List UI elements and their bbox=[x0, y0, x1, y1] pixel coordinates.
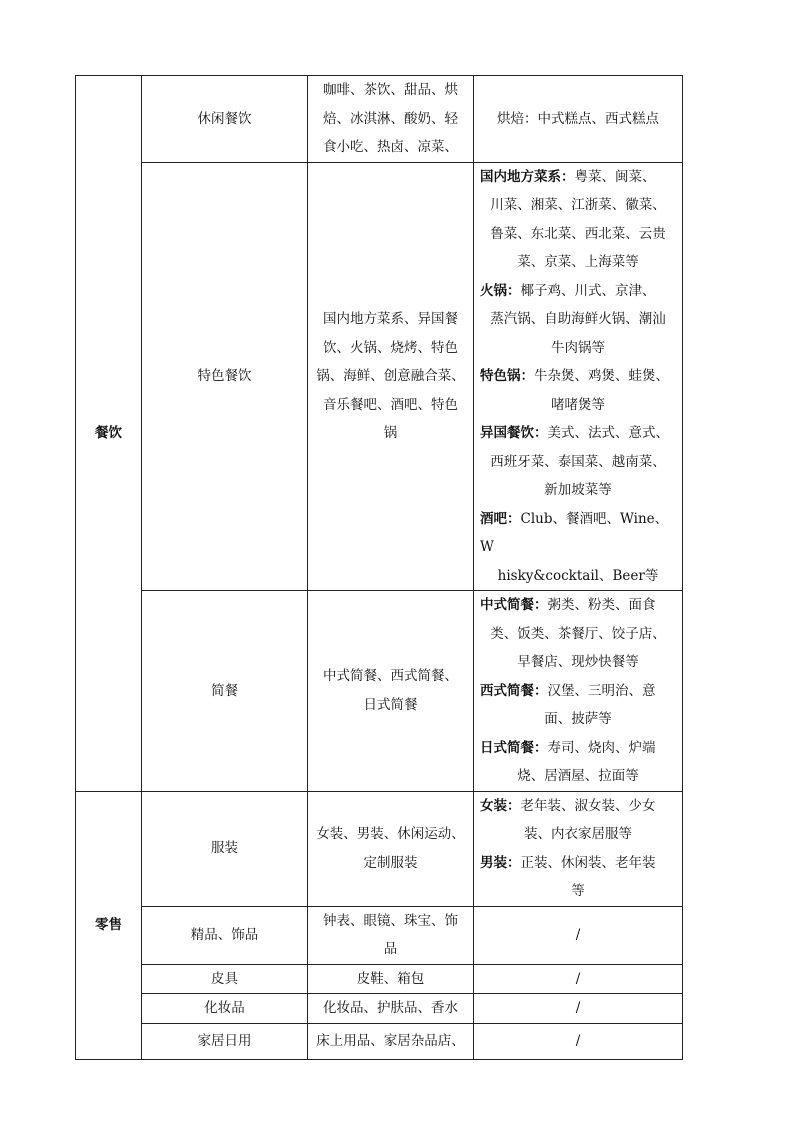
detail-line bbox=[480, 591, 676, 620]
detail-text: 汉堡、三明治、意 bbox=[547, 682, 656, 699]
detail-line bbox=[480, 677, 676, 706]
detail-text: Club、餐酒吧、Wine、W bbox=[480, 510, 669, 555]
description-cell bbox=[308, 964, 474, 994]
detail-line bbox=[480, 419, 676, 448]
detail-line bbox=[480, 362, 676, 391]
description-cell bbox=[308, 162, 474, 591]
detail-line: 早餐店、现炒快餐等 bbox=[517, 654, 639, 670]
description-line: 饮、火锅、烧烤、特色 bbox=[323, 339, 458, 356]
subcategory-cell: 休闲餐饮 bbox=[142, 76, 308, 163]
detail-line: hisky&cocktail、Beer等 bbox=[497, 567, 659, 584]
category-table bbox=[75, 75, 683, 1060]
description-line: 钟表、眼镜、珠宝、饰 bbox=[323, 912, 458, 929]
description-cell bbox=[308, 1024, 474, 1060]
detail-label: 国内地方菜系： bbox=[480, 168, 575, 185]
detail-line: 西班牙菜、泰国菜、越南菜、 bbox=[490, 453, 666, 470]
detail-cell bbox=[474, 994, 683, 1024]
detail-line bbox=[480, 163, 676, 192]
detail-text: 粤菜、闽菜、 bbox=[574, 168, 656, 185]
detail-line bbox=[480, 734, 676, 763]
table-row bbox=[76, 791, 683, 906]
detail-label: 中式简餐： bbox=[480, 597, 548, 613]
detail-line: 菜、京菜、上海菜等 bbox=[517, 254, 639, 270]
detail-label: 男装： bbox=[480, 854, 521, 871]
table-row bbox=[76, 1024, 683, 1060]
description-cell bbox=[308, 994, 474, 1024]
detail-text: 粥类、粉类、面食 bbox=[547, 597, 656, 613]
detail-label: 日式简餐： bbox=[480, 739, 548, 756]
detail-line bbox=[480, 792, 676, 821]
description-line: 女装、男装、休闲运动、 bbox=[316, 826, 465, 842]
detail-line: / bbox=[575, 926, 581, 943]
description-line: 食小吃、热卤、凉菜、 bbox=[323, 139, 458, 155]
description-cell bbox=[308, 791, 474, 906]
detail-line: 类、饭类、茶餐厅、饺子店、 bbox=[490, 625, 666, 642]
detail-cell bbox=[474, 906, 683, 964]
detail-line: 牛肉锅等 bbox=[551, 339, 605, 356]
description-cell bbox=[308, 906, 474, 964]
description-cell bbox=[308, 76, 474, 163]
subcategory-cell: 服装 bbox=[142, 791, 308, 906]
detail-line: / bbox=[575, 1000, 581, 1017]
detail-text: 正装、休闲装、老年装 bbox=[520, 854, 656, 871]
detail-line: 啫啫煲等 bbox=[551, 396, 605, 413]
detail-line bbox=[480, 505, 676, 562]
description-line: 定制服装 bbox=[363, 854, 418, 871]
description-line: 床上用品、家居杂品店、 bbox=[316, 1033, 465, 1050]
description-line: 咖啡、茶饮、甜品、烘 bbox=[323, 82, 458, 98]
detail-cell bbox=[474, 76, 683, 163]
detail-cell bbox=[474, 162, 683, 591]
subcategory-cell: 精品、饰品 bbox=[142, 906, 308, 964]
detail-line: / bbox=[575, 970, 581, 987]
table-row bbox=[76, 76, 683, 163]
detail-line: 蒸汽锅、自助海鲜火锅、潮汕 bbox=[490, 311, 666, 327]
detail-line: 烧、居酒屋、拉面等 bbox=[517, 768, 639, 784]
subcategory-cell: 简餐 bbox=[142, 591, 308, 792]
detail-line: 川菜、湘菜、江浙菜、徽菜、 bbox=[490, 197, 666, 213]
detail-label: 火锅： bbox=[480, 282, 521, 299]
detail-cell bbox=[474, 1024, 683, 1060]
detail-text: 椰子鸡、川式、京津、 bbox=[520, 282, 656, 299]
description-line: 中式简餐、西式简餐、 bbox=[323, 668, 458, 685]
description-line: 锅 bbox=[383, 425, 398, 441]
detail-label: 女装： bbox=[480, 797, 521, 814]
table-row bbox=[76, 906, 683, 964]
description-line: 品 bbox=[383, 941, 398, 957]
description-line: 皮鞋、箱包 bbox=[356, 970, 425, 987]
category-table-body bbox=[76, 76, 683, 1060]
table-row bbox=[76, 994, 683, 1024]
detail-line: 等 bbox=[571, 883, 585, 899]
category-cell: 零售 bbox=[76, 791, 142, 1060]
detail-label: 西式简餐： bbox=[480, 682, 548, 699]
subcategory-cell: 家居日用 bbox=[142, 1024, 308, 1060]
detail-label: 异国餐饮： bbox=[480, 425, 548, 441]
detail-cell bbox=[474, 964, 683, 994]
detail-text: 寿司、烧肉、炉端 bbox=[547, 739, 656, 756]
detail-line: 新加坡菜等 bbox=[544, 482, 612, 498]
detail-text: 老年装、淑女装、少女 bbox=[520, 797, 656, 814]
table-row bbox=[76, 591, 683, 792]
detail-line: 装、内衣家居服等 bbox=[524, 826, 632, 842]
category-cell: 餐饮 bbox=[76, 76, 142, 792]
description-line: 国内地方菜系、异国餐 bbox=[323, 311, 458, 327]
detail-line: 烘焙：中式糕点、西式糕点 bbox=[497, 110, 659, 127]
detail-line: 鲁菜、东北菜、西北菜、云贵 bbox=[490, 225, 666, 242]
description-line: 音乐餐吧、酒吧、特色 bbox=[323, 396, 458, 413]
subcategory-cell: 化妆品 bbox=[142, 994, 308, 1024]
description-cell bbox=[308, 591, 474, 792]
detail-text: 美式、法式、意式、 bbox=[547, 425, 669, 441]
detail-line bbox=[480, 849, 676, 878]
detail-label: 酒吧： bbox=[480, 510, 521, 527]
table-row bbox=[76, 964, 683, 994]
description-line: 焙、冰淇淋、酸奶、轻 bbox=[323, 110, 458, 127]
detail-line: / bbox=[575, 1033, 581, 1050]
table-row bbox=[76, 162, 683, 591]
description-line: 日式简餐 bbox=[363, 696, 418, 713]
subcategory-cell: 皮具 bbox=[142, 964, 308, 994]
detail-line bbox=[480, 277, 676, 306]
detail-line: 面、披萨等 bbox=[544, 711, 612, 727]
detail-label: 特色锅： bbox=[480, 368, 534, 384]
description-line: 化妆品、护肤品、香水 bbox=[323, 1000, 458, 1017]
detail-cell bbox=[474, 791, 683, 906]
detail-cell bbox=[474, 591, 683, 792]
detail-text: 牛杂煲、鸡煲、蛙煲、 bbox=[534, 368, 669, 384]
description-line: 锅、海鲜、创意融合菜、 bbox=[316, 368, 465, 384]
subcategory-cell: 特色餐饮 bbox=[142, 162, 308, 591]
